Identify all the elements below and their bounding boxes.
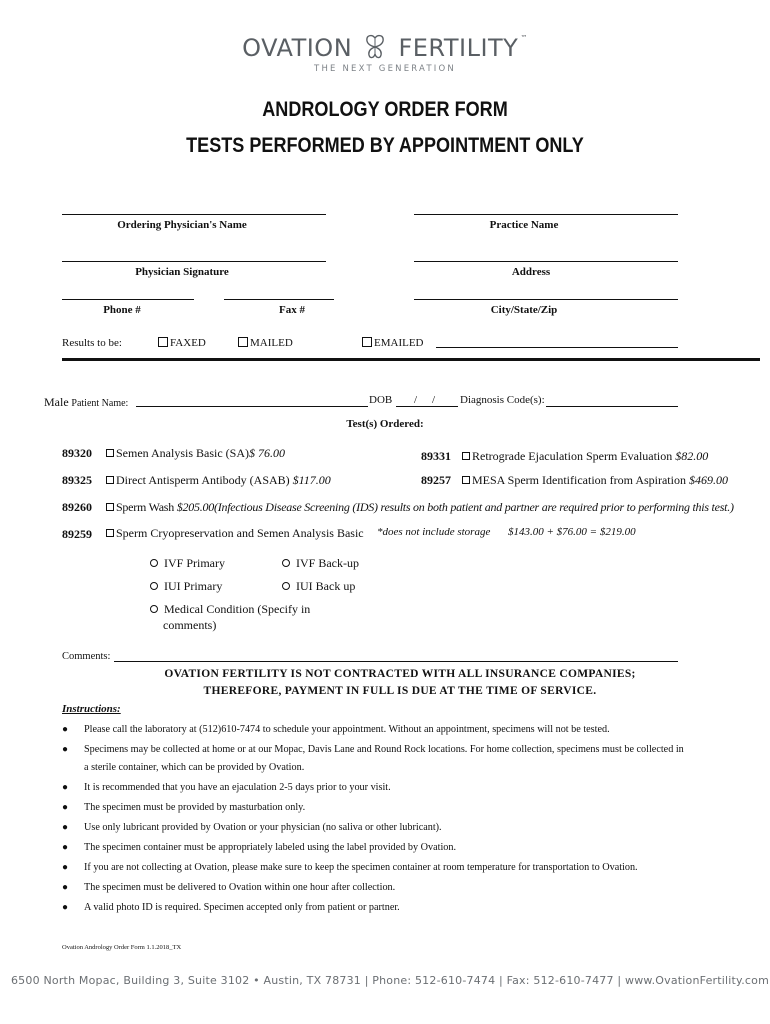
insurance-notice-line2: THEREFORE, PAYMENT IN FULL IS DUE AT THE TIME OF SERVICE. [203, 685, 597, 697]
patient-name-label-big: Male [44, 395, 69, 409]
logo-tagline: THE NEXT GENERATION [314, 64, 456, 74]
option-label-cont: comments) [163, 618, 217, 632]
test-89325-checkbox[interactable] [106, 473, 331, 488]
practice-name-field[interactable] [414, 214, 678, 215]
test-89331-checkbox[interactable] [462, 449, 708, 464]
test-code: 89257 [421, 473, 451, 487]
bullet-icon: ● [62, 862, 69, 873]
fax-field[interactable] [224, 299, 334, 300]
email-address-field[interactable] [436, 347, 678, 348]
checkbox-icon [238, 337, 248, 347]
insurance-notice-line1: OVATION FERTILITY IS NOT CONTRACTED WITH ALL INSURANCE COMPANIES; [164, 668, 636, 680]
test-name: MESA Sperm Identification from Aspiration [472, 473, 686, 487]
checkbox-icon [462, 452, 470, 460]
option-iui-primary[interactable] [150, 579, 222, 594]
city-state-zip-field[interactable] [414, 299, 678, 300]
option-ivf-primary[interactable] [150, 556, 225, 571]
bullet-icon: ● [62, 782, 69, 793]
bullet-icon: ● [62, 902, 69, 913]
option-label: IUI Primary [164, 579, 223, 593]
patient-name-label-small: Patient Name: [71, 398, 129, 409]
bullet-icon: ● [62, 802, 69, 813]
test-code: 89331 [421, 449, 451, 463]
test-price: $117.00 [292, 473, 331, 487]
checkbox-icon [106, 449, 114, 457]
test-name: Direct Antisperm Antibody (ASAB) [116, 473, 290, 487]
test-89259-checkbox[interactable] [106, 526, 364, 541]
option-label: IVF Primary [164, 556, 225, 570]
test-89260-checkbox[interactable] [106, 500, 766, 515]
test-name: Semen Analysis Basic (SA) [116, 446, 249, 460]
checkbox-icon [158, 337, 168, 347]
tests-ordered-heading: Test(s) Ordered: [346, 418, 424, 430]
diagnosis-label: Diagnosis Code(s): [460, 394, 545, 406]
test-code: 89259 [62, 527, 92, 541]
test-89320-checkbox[interactable] [106, 446, 285, 461]
test-note: (Infectious Disease Screening (IDS) results on both patient and partner are required prior to performing this test.) [213, 500, 734, 514]
results-faxed-checkbox[interactable] [158, 337, 206, 349]
bullet-icon: ● [62, 724, 69, 735]
footer-address: 6500 North Mopac, Building 3, Suite 3102 • Austin, TX 78731 | Phone: 512-610-7474 | Fax: 512-610-7477 | www.OvationFertility.com [10, 974, 769, 987]
dob-field[interactable] [396, 406, 458, 407]
bullet-icon: ● [62, 882, 69, 893]
option-label: IUI Back up [296, 579, 356, 593]
diagnosis-field[interactable] [546, 406, 678, 407]
test-price: $143.00 + $76.00 = $219.00 [508, 526, 636, 538]
dob-separator-1: / [414, 394, 418, 406]
address-field[interactable] [414, 261, 678, 262]
dob-separator-2: / [432, 394, 436, 406]
physician-signature-field[interactable] [62, 261, 326, 262]
results-emailed-label: EMAILED [374, 337, 424, 349]
test-name: Retrograde Ejaculation Sperm Evaluation [472, 449, 673, 463]
patient-name-field[interactable] [136, 406, 368, 407]
checkbox-icon [106, 503, 114, 511]
form-title: ANDROLOGY ORDER FORM [262, 98, 508, 121]
results-mailed-label: MAILED [250, 337, 293, 349]
results-label: Results to be: [62, 337, 122, 349]
radio-icon [150, 605, 158, 613]
test-code: 89260 [62, 500, 92, 514]
address-label: Address [511, 266, 551, 278]
test-code: 89325 [62, 473, 92, 487]
test-price: $469.00 [688, 473, 728, 487]
radio-icon [150, 559, 158, 567]
physician-name-label: Ordering Physician's Name [117, 219, 247, 231]
test-89257-checkbox[interactable] [462, 473, 728, 488]
test-price: $205.00 [176, 500, 214, 514]
logo-right-word: FERTILITY [398, 34, 519, 62]
checkbox-icon [106, 476, 114, 484]
results-faxed-label: FAXED [170, 337, 206, 349]
dob-label: DOB [369, 394, 393, 406]
radio-icon [282, 559, 290, 567]
comments-label: Comments: [62, 651, 111, 662]
radio-icon [150, 582, 158, 590]
phone-field[interactable] [62, 299, 194, 300]
test-code: 89320 [62, 446, 92, 460]
patient-name-label [44, 395, 128, 410]
city-state-zip-label: City/State/Zip [490, 304, 558, 316]
trademark: ™ [520, 34, 528, 42]
logo [0, 34, 770, 62]
butterfly-icon [362, 34, 388, 60]
checkbox-icon [106, 529, 114, 537]
test-price: $82.00 [675, 449, 709, 463]
results-mailed-checkbox[interactable] [238, 337, 293, 349]
logo-left-word: OVATION [242, 34, 353, 62]
physician-signature-label: Physician Signature [135, 266, 229, 278]
option-iui-backup[interactable] [282, 579, 355, 594]
bullet-icon: ● [62, 744, 69, 755]
radio-icon [282, 582, 290, 590]
test-name: Sperm Wash [116, 500, 174, 514]
form-version: Ovation Andrology Order Form 1.1.2018_TX [62, 944, 182, 951]
option-ivf-backup[interactable] [282, 556, 359, 571]
test-note: *does not include storage [377, 526, 491, 538]
phone-label: Phone # [103, 304, 141, 316]
bullet-icon: ● [62, 822, 69, 833]
option-label: IVF Back-up [296, 556, 359, 570]
test-name: Sperm Cryopreservation and Semen Analysis Basic [116, 526, 364, 540]
checkbox-icon [462, 476, 470, 484]
option-medical-condition[interactable] [150, 602, 310, 617]
bullet-icon: ● [62, 842, 69, 853]
fax-label: Fax # [279, 304, 305, 316]
checkbox-icon [362, 337, 372, 347]
physician-name-field[interactable] [62, 214, 326, 215]
results-emailed-checkbox[interactable] [362, 337, 424, 349]
test-price: $ 76.00 [249, 446, 285, 460]
practice-name-label: Practice Name [489, 219, 559, 231]
comments-field[interactable] [114, 661, 678, 662]
option-label: Medical Condition (Specify in [164, 602, 311, 616]
instructions-heading: Instructions: [62, 703, 121, 715]
section-divider [62, 358, 760, 361]
form-subtitle: TESTS PERFORMED BY APPOINTMENT ONLY [186, 134, 584, 157]
